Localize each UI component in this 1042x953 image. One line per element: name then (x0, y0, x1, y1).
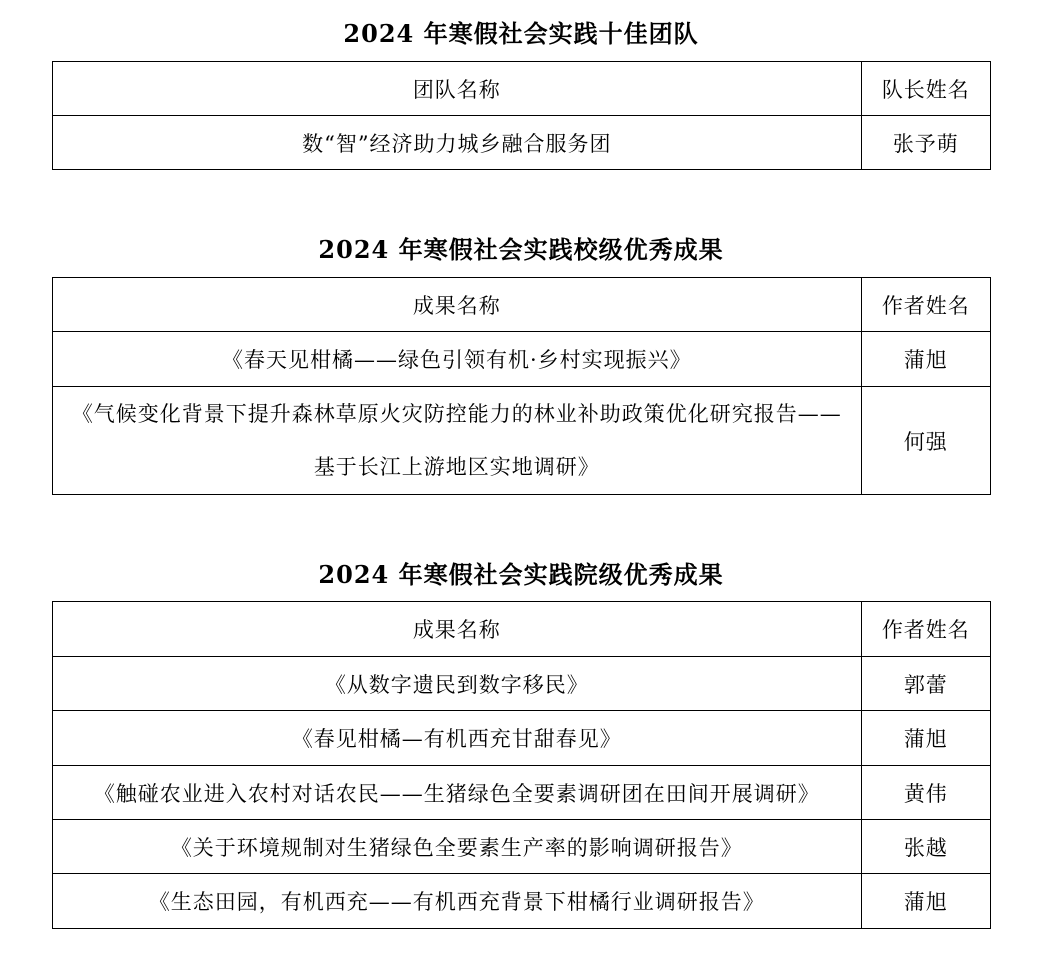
table-school-results (52, 277, 991, 495)
author-name-cell: 蒲旭 (861, 332, 990, 387)
table-header-row (53, 602, 991, 657)
header-author-name: 作者姓名 (861, 278, 990, 332)
author-name-cell: 何强 (861, 387, 990, 495)
table-header-row (53, 278, 991, 332)
table-row (53, 820, 991, 874)
result-name-cell: 《从数字遗民到数字移民》 (53, 657, 862, 711)
header-captain-name: 队长姓名 (861, 62, 990, 116)
table-row (53, 657, 991, 711)
result-name-cell: 《生态田园，有机西充——有机西充背景下柑橘行业调研报告》 (53, 874, 862, 929)
author-name-cell: 黄伟 (861, 766, 990, 820)
author-name-cell: 张越 (861, 820, 990, 874)
result-name-cell: 《春天见柑橘——绿色引领有机·乡村实现振兴》 (53, 332, 862, 387)
table-header-row (53, 62, 991, 116)
result-name-cell: 《春见柑橘—有机西充甘甜春见》 (53, 711, 862, 766)
header-team-name: 团队名称 (53, 62, 862, 116)
section-title-school-results: 2024 年寒假社会实践校级优秀成果 (318, 235, 724, 264)
result-name-cell: 《触碰农业进入农村对话农民——生猪绿色全要素调研团在田间开展调研》 (53, 766, 862, 820)
section-title-college-results: 2024 年寒假社会实践院级优秀成果 (318, 560, 724, 589)
team-name-cell: 数“智”经济助力城乡融合服务团 (53, 116, 862, 170)
header-author-name: 作者姓名 (861, 602, 990, 657)
table-row (53, 711, 991, 766)
captain-name-cell: 张予萌 (861, 116, 990, 170)
result-name-cell: 《关于环境规制对生猪绿色全要素生产率的影响调研报告》 (53, 820, 862, 874)
table-row (53, 766, 991, 820)
table-row (53, 387, 991, 495)
author-name-cell: 郭蕾 (861, 657, 990, 711)
section-title-top-teams: 2024 年寒假社会实践十佳团队 (343, 19, 699, 48)
table-college-results (52, 601, 991, 929)
author-name-cell: 蒲旭 (861, 711, 990, 766)
table-row (53, 332, 991, 387)
result-name-cell: 《气候变化背景下提升森林草原火灾防控能力的林业补助政策优化研究报告——基于长江上游地区实地调研》 (53, 387, 862, 495)
table-row (53, 116, 991, 170)
table-top-teams (52, 61, 991, 170)
header-result-name: 成果名称 (53, 278, 862, 332)
header-result-name: 成果名称 (53, 602, 862, 657)
author-name-cell: 蒲旭 (861, 874, 990, 929)
table-row (53, 874, 991, 929)
